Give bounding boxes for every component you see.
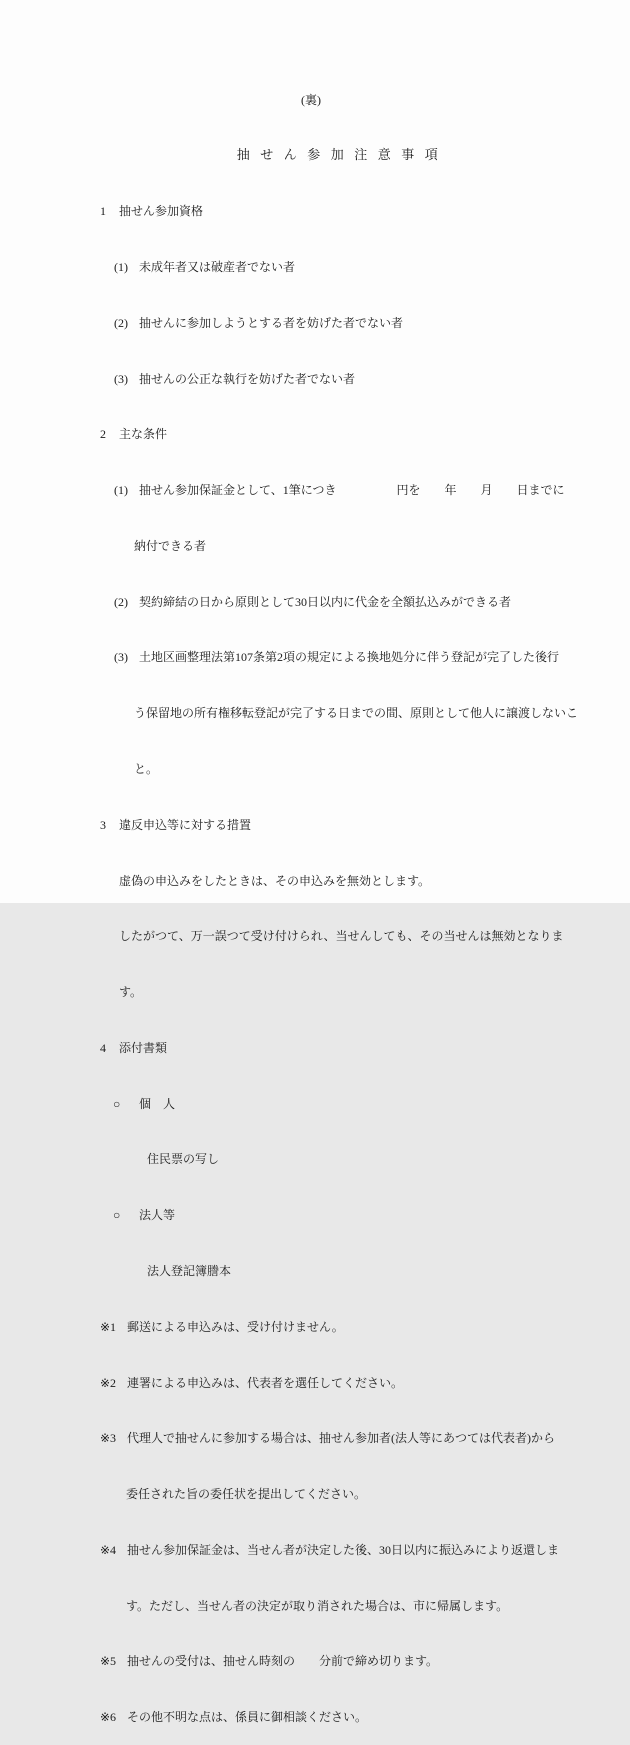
line-text: 住民票の写し <box>147 1152 220 1167</box>
item-number: (3) <box>114 371 128 386</box>
doc-line-note-5 <box>88 1634 630 1690</box>
line-text: 納付できる者 <box>134 538 207 553</box>
doc-line-section-2 <box>88 407 630 463</box>
doc-line <box>114 1578 630 1634</box>
circle-marker: ○ <box>113 1208 121 1223</box>
line-text: う保留地の所有権移転登記が完了する日までの間、原則として他人に譲渡しないこ <box>134 706 579 721</box>
page-title <box>0 128 630 184</box>
note-marker: ※5 <box>100 1654 117 1669</box>
doc-line <box>122 686 630 742</box>
note-marker: ※4 <box>100 1542 117 1557</box>
line-text: 抽せん参加資格 <box>119 204 204 219</box>
note-marker: ※2 <box>100 1375 117 1390</box>
doc-line-note-2 <box>88 1355 630 1411</box>
line-text: 主な条件 <box>119 427 168 442</box>
doc-line <box>102 239 630 295</box>
line-text: す。ただし、当せん者の決定が取り消された場合は、市に帰属します。 <box>126 1598 509 1613</box>
line-text: 抽せん参加保証金は、当せん者が決定した後、30日以内に振込みにより返還しま <box>127 1542 560 1557</box>
line-text: 未成年者又は破産者でない者 <box>139 259 296 274</box>
line-text: その他不明な点は、係員に御相談ください。 <box>127 1710 368 1725</box>
doc-line <box>102 574 630 630</box>
item-number: (2) <box>114 594 128 609</box>
line-text: 抽せんの公正な執行を妨げた者でない者 <box>139 371 356 386</box>
doc-line <box>135 1243 630 1299</box>
line-text: 虚偽の申込みをしたときは、その申込みを無効とします。 <box>119 873 431 888</box>
line-text: と。 <box>134 761 159 776</box>
doc-line-blank-fields <box>102 462 630 518</box>
line-text: 添付書類 <box>119 1040 168 1055</box>
line-text: す。 <box>119 985 143 1000</box>
doc-line <box>107 965 630 1021</box>
note-marker: ※3 <box>100 1431 117 1446</box>
item-number: 4 <box>100 1040 106 1055</box>
item-number: (1) <box>114 483 128 498</box>
doc-line-note-1 <box>88 1299 630 1355</box>
doc-line <box>102 630 630 686</box>
page-side-label <box>0 72 610 128</box>
line-text: 委任された旨の委任状を提出してください。 <box>126 1487 367 1502</box>
item-number: (3) <box>114 650 128 665</box>
item-number: (1) <box>114 259 128 274</box>
doc-line-individual <box>101 1076 630 1132</box>
line-text: 抽せんに参加しようとする者を妨げた者でない者 <box>139 315 404 330</box>
line-text: 抽せん参加保証金として、1筆につき 円を 年 月 日までに <box>139 483 565 498</box>
line-text: 連署による申込みは、代表者を選任してください。 <box>127 1375 404 1390</box>
line-text: 土地区画整理法第107条第2項の規定による換地処分に伴う登記が完了した後行 <box>139 650 560 665</box>
note-marker: ※6 <box>100 1710 117 1725</box>
doc-line-corporation <box>101 1188 630 1244</box>
circle-marker: ○ <box>113 1096 121 1111</box>
line-text: 郵送による申込みは、受け付けません。 <box>127 1319 344 1334</box>
line-text: したがつて、万一誤つて受け付けられ、当せんしても、その当せんは無効となりま <box>119 929 564 944</box>
line-text: 個 人 <box>139 1096 176 1111</box>
doc-line <box>102 351 630 407</box>
doc-line-section-1 <box>88 184 630 240</box>
line-text: 法人等 <box>139 1208 176 1223</box>
line-text: 抽せんの受付は、抽せん時刻の 分前で締め切ります。 <box>127 1654 439 1669</box>
item-number: (2) <box>114 315 128 330</box>
doc-line <box>107 853 630 909</box>
line-text: 違反申込等に対する措置 <box>119 817 252 832</box>
doc-line-section-3 <box>88 797 630 853</box>
note-marker: ※1 <box>100 1319 117 1334</box>
doc-line <box>122 518 630 574</box>
item-number: 2 <box>100 427 106 442</box>
doc-line <box>114 1467 630 1523</box>
doc-line <box>122 741 630 797</box>
doc-line-section-4 <box>88 1020 630 1076</box>
doc-line <box>135 1132 630 1188</box>
doc-line <box>102 295 630 351</box>
doc-line <box>107 909 630 965</box>
doc-line-note-4 <box>88 1522 630 1578</box>
line-text: 代理人で抽せんに参加する場合は、抽せん参加者(法人等にあつては代表者)から <box>127 1431 555 1446</box>
doc-line-note-3 <box>88 1411 630 1467</box>
line-text: 契約締結の日から原則として30日以内に代金を全額払込みができる者 <box>139 594 512 609</box>
page-title-text: 抽せん参加注意事項 <box>236 147 449 163</box>
doc-line-note-6 <box>88 1690 630 1745</box>
line-text: 法人登記簿謄本 <box>147 1264 232 1278</box>
item-number: 3 <box>100 817 106 832</box>
item-number: 1 <box>100 204 106 219</box>
side-label-text: (裏) <box>301 92 321 107</box>
